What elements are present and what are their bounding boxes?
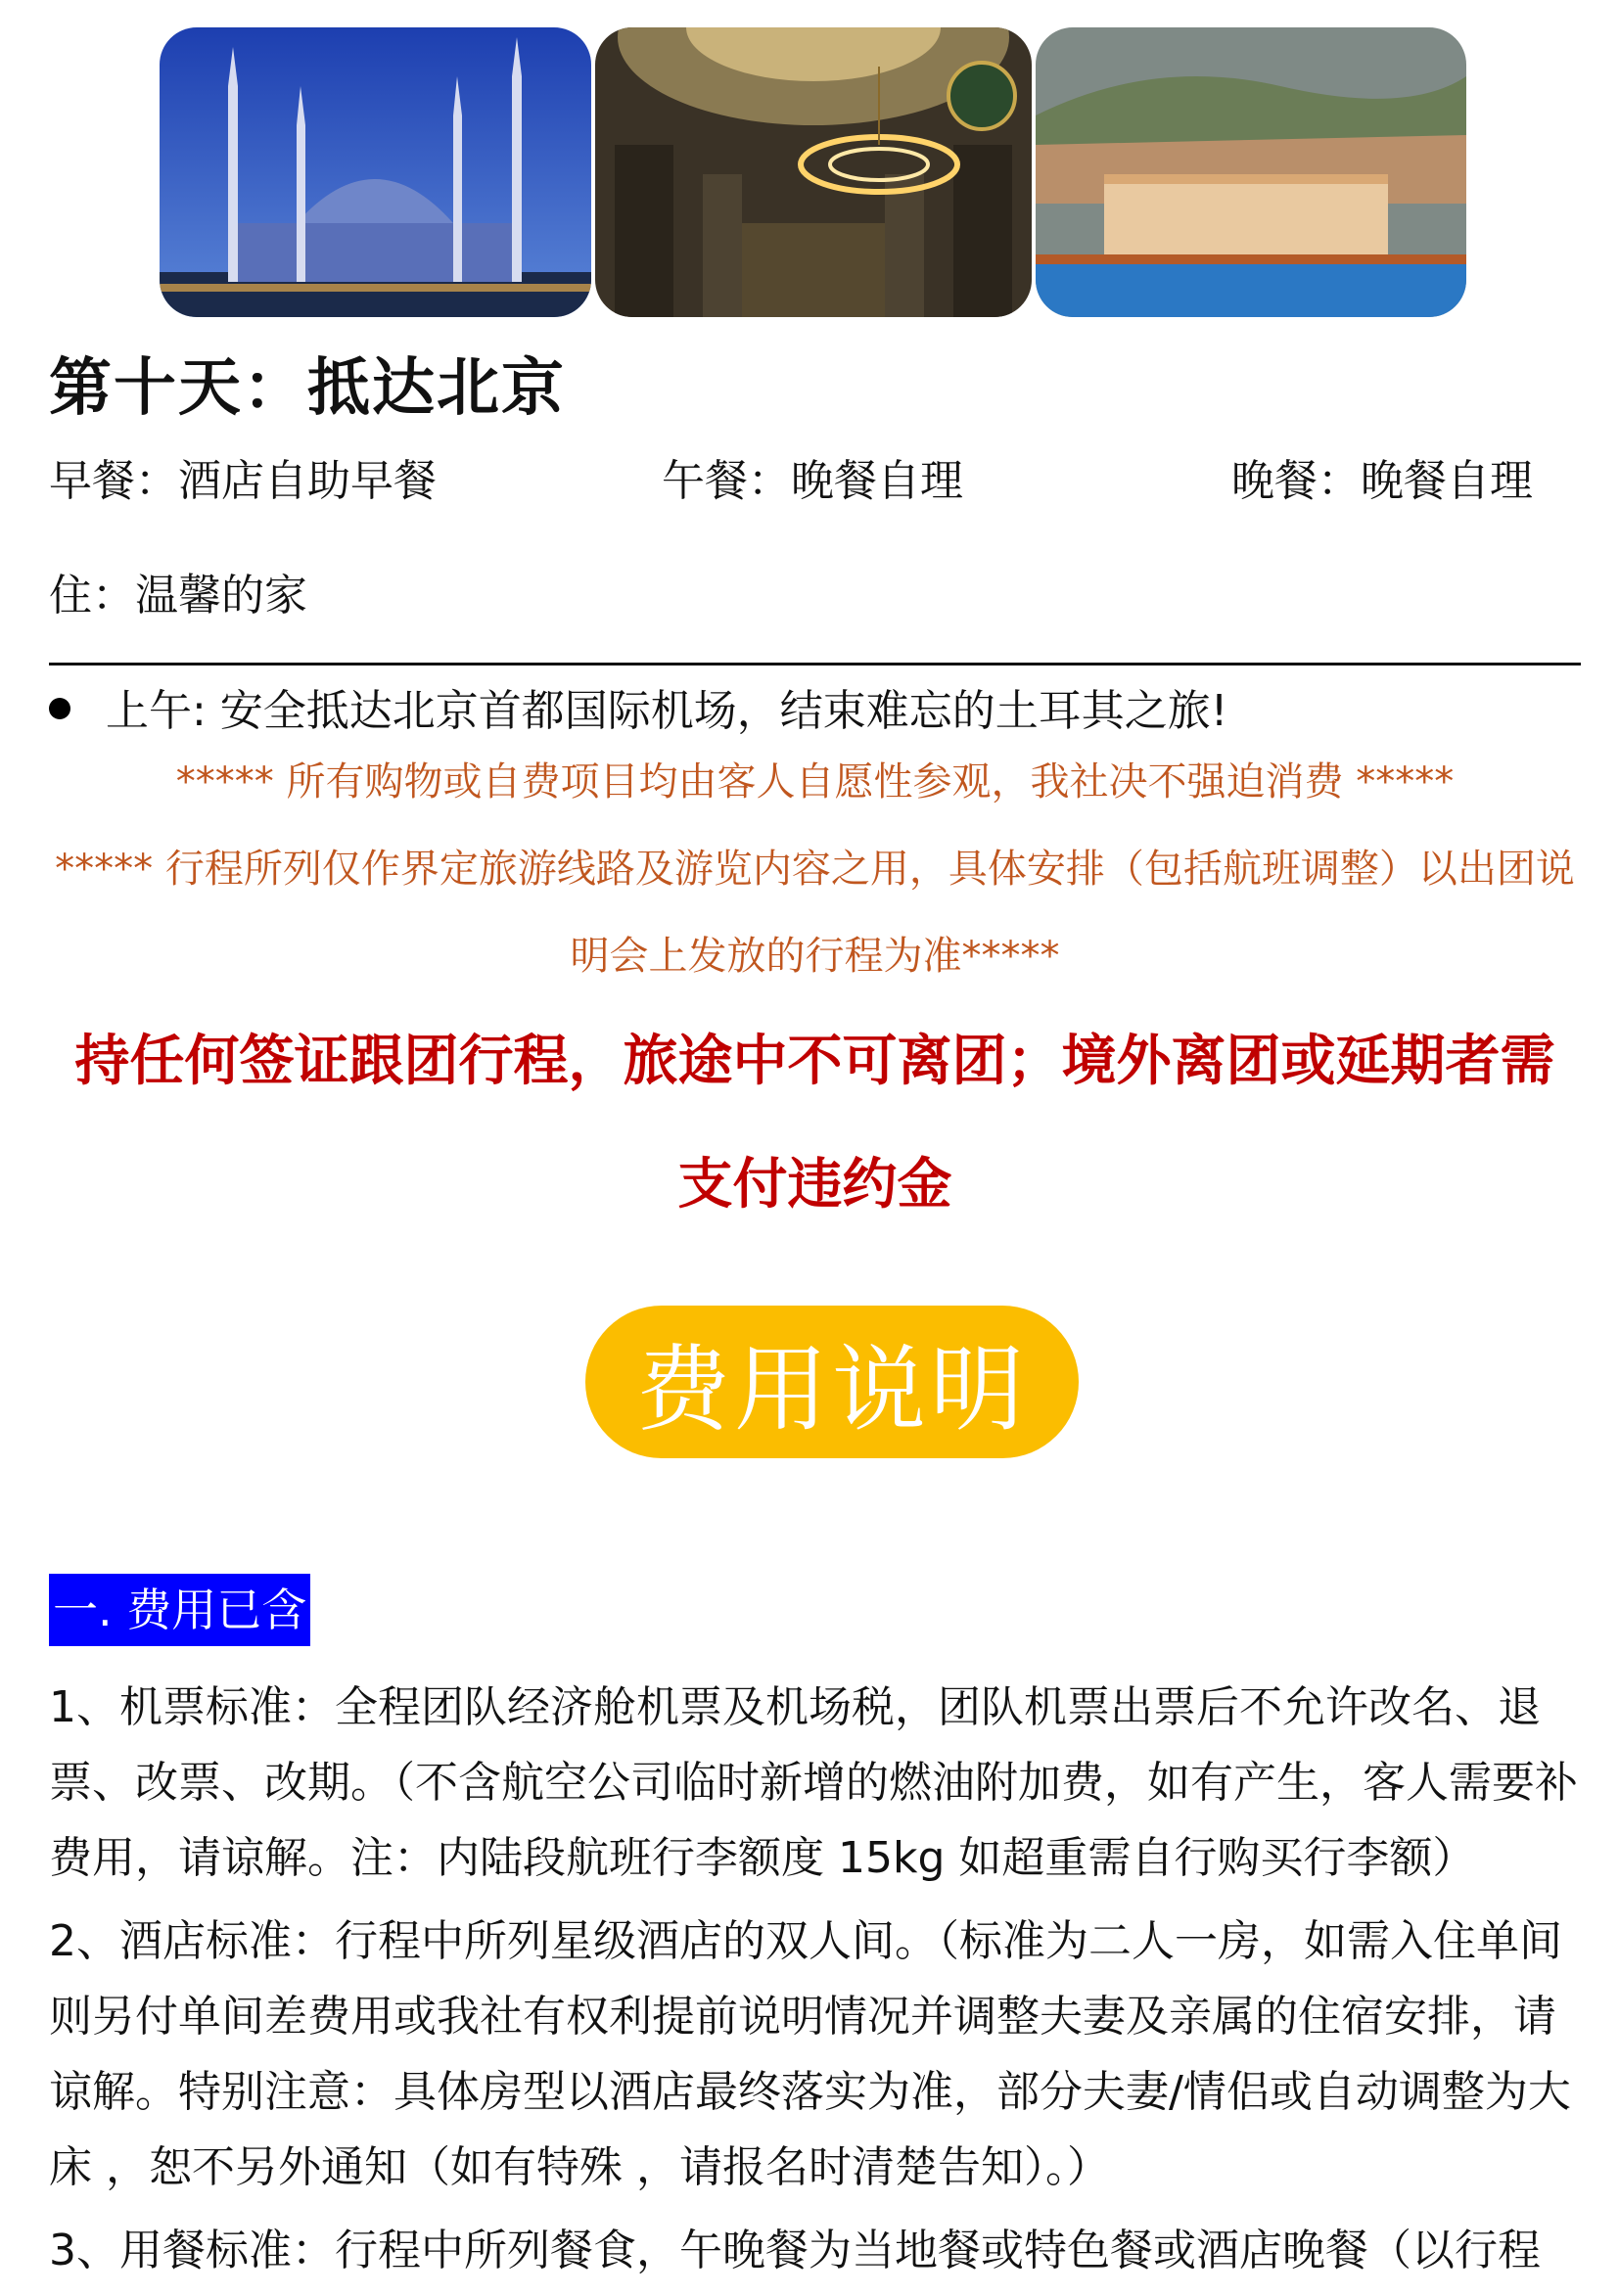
divider (49, 663, 1581, 666)
photo-strip (160, 27, 1466, 317)
list-item: 2、酒店标准：行程中所列星级酒店的双人间。（标准为二人一房，如需入住单间则另付单间差费用或我社有权利提前说明情况并调整夫妻及亲属的住宿安排，请谅解。特别注意：具体房型以酒店最终落实为准，部分夫妻/情侣或自动调整为大床 ，恕不另外通知（如有特殊 ，请报名时清楚告知）。） (49, 1916, 1571, 2192)
accommodation-info: 住：温馨的家 (49, 571, 307, 620)
list-item: 1、机票标准：全程团队经济舱机票及机场税，团队机票出票后不允许改名、退票、改票、改期。（不含航空公司临时新增的燃油附加费，如有产生，客人需要补费用，请谅解。注：内陆段航班行李额度 15kg 如超重需自行购买行李额） (49, 1682, 1578, 1883)
shopping-note: ***** 所有购物或自费项目均由客人自愿性参观，我社决不强迫消费 ***** (175, 759, 1455, 804)
day-title: 第十天：抵达北京 (49, 352, 566, 425)
lunch-info: 午餐：晚餐自理 (662, 456, 963, 506)
dinner-info: 晚餐：晚餐自理 (1231, 456, 1533, 506)
blue-mosque-photo (160, 27, 591, 317)
bullet-icon (49, 698, 70, 719)
itinerary-note: ***** 行程所列仅作界定旅游线路及游览内容之用，具体安排（包括航班调整）以出团说明会上发放的行程为准***** (55, 847, 1575, 979)
breakfast-info: 早餐：酒店自助早餐 (49, 456, 437, 506)
list-item: 3、用餐标准：行程中所列餐食，午晚餐为当地餐或特色餐或酒店晚餐（以行程 (49, 2226, 1541, 2275)
hagia-sophia-interior-photo (595, 27, 1032, 317)
dolmabahce-palace-photo (1036, 27, 1466, 317)
schedule-bullet (49, 675, 1227, 738)
fees-included-list (49, 1670, 1581, 2296)
fee-description-button[interactable]: 费用说明 (585, 1306, 1079, 1458)
schedule-text: 上午: 安全抵达北京首都国际机场，结束难忘的土耳其之旅! (106, 686, 1228, 736)
fees-included-heading: 一. 费用已含 (49, 1574, 310, 1646)
leave-group-warning: 持任何签证跟团行程，旅途中不可离团；境外离团或延期者需支付违约金 (74, 1030, 1555, 1217)
